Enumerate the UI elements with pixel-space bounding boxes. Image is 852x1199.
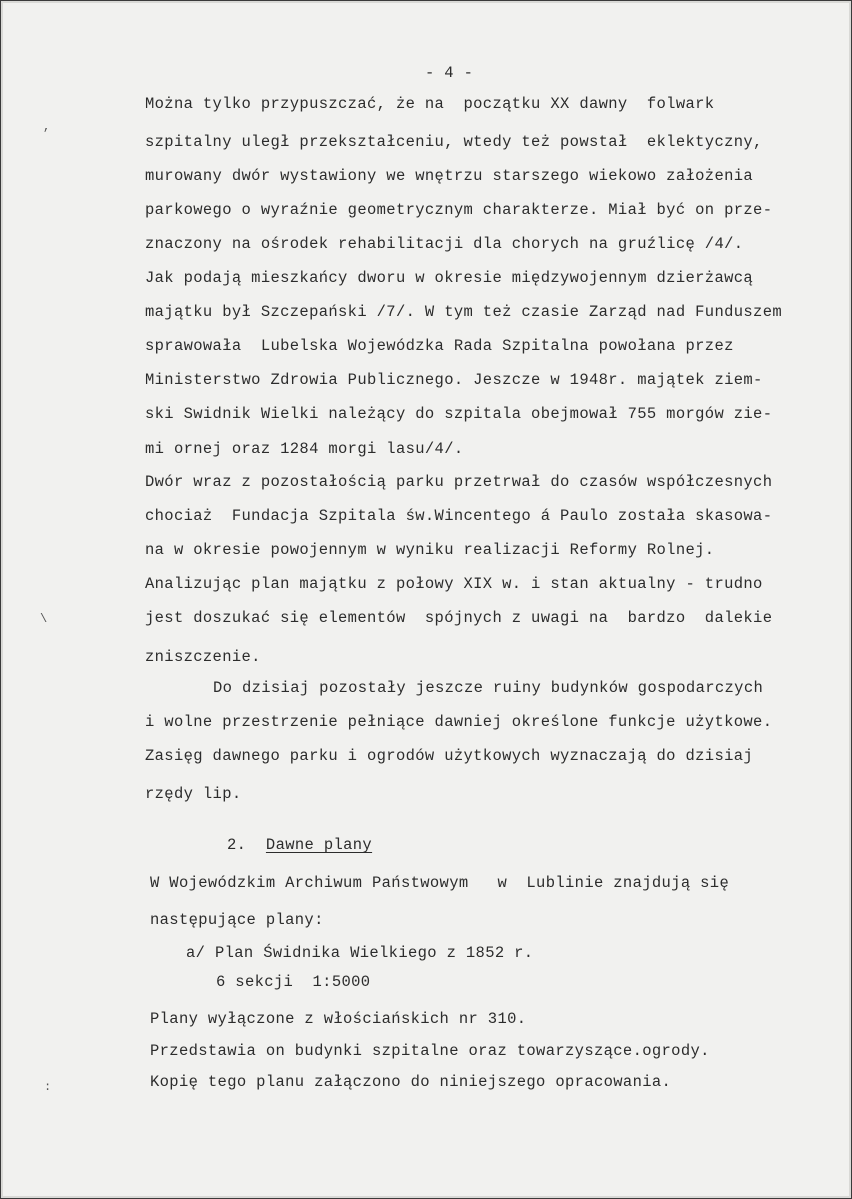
text-line: szpitalny uległ przekształceniu, wtedy też powstał eklektyczny, xyxy=(145,133,763,151)
section-number: 2. xyxy=(227,836,247,854)
text-line: majątku był Szczepański /7/. W tym też czasie Zarząd nad Funduszem xyxy=(145,303,782,321)
text-line: sprawowała Lubelska Wojewódzka Rada Szpitalna powołana przez xyxy=(145,337,734,355)
text-line: na w okresie powojennym w wyniku realizacji Reformy Rolnej. xyxy=(145,541,715,559)
text-line: parkowego o wyraźnie geometrycznym charakterze. Miał być on prze- xyxy=(145,201,773,219)
margin-mark: , xyxy=(43,120,51,134)
text-line: i wolne przestrzenie pełniące dawniej określone funkcje użytkowe. xyxy=(145,713,773,731)
list-item: a/ Plan Świdnika Wielkiego z 1852 r. xyxy=(186,944,534,962)
text-line: W Wojewódzkim Archiwum Państwowym w Lublinie znajdują się xyxy=(150,874,730,892)
text-line: jest doszukać się elementów spójnych z uwagi na bardzo dalekie xyxy=(145,609,773,627)
text-line: Można tylko przypuszczać, że na początku XX dawny folwark xyxy=(145,95,715,113)
text-line: murowany dwór wystawiony we wnętrzu starszego wiekowo założenia xyxy=(145,167,754,185)
margin-mark: : xyxy=(44,1080,52,1094)
text-line: Plany wyłączone z włościańskich nr 310. xyxy=(150,1010,527,1028)
text-line: zniszczenie. xyxy=(145,648,261,666)
text-line: Jak podają mieszkańcy dworu w okresie międzywojennym dzierżawcą xyxy=(145,269,754,287)
text-line: mi ornej oraz 1284 morgi lasu/4/. xyxy=(145,440,464,458)
margin-mark: \ xyxy=(40,612,48,626)
text-line: chociaż Fundacja Szpitala św.Wincentego á Paulo została skasowa- xyxy=(145,507,773,525)
section-heading xyxy=(227,836,372,854)
text-line: ski Swidnik Wielki należący do szpitala obejmował 755 morgów zie- xyxy=(145,405,773,423)
list-item-detail: 6 sekcji 1:5000 xyxy=(216,973,371,991)
section-title: Dawne plany xyxy=(265,836,373,854)
text-line: Dwór wraz z pozostałością parku przetrwał do czasów współczesnych xyxy=(145,473,773,491)
text-line: Ministerstwo Zdrowia Publicznego. Jeszcze w 1948r. majątek ziem- xyxy=(145,371,763,389)
text-line: rzędy lip. xyxy=(145,785,242,803)
text-line: następujące plany: xyxy=(150,911,324,929)
text-line: Przedstawia on budynki szpitalne oraz towarzyszące.ogrody. xyxy=(150,1042,710,1060)
text-line: Do dzisiaj pozostały jeszcze ruiny budynków gospodarczych xyxy=(213,679,764,697)
text-line: Zasięg dawnego parku i ogrodów użytkowych wyznaczają do dzisiaj xyxy=(145,747,754,765)
page-number: - 4 - xyxy=(425,64,474,82)
text-line: Analizując plan majątku z połowy XIX w. i stan aktualny - trudno xyxy=(145,575,763,593)
text-line: znaczony na ośrodek rehabilitacji dla chorych na gruźlicę /4/. xyxy=(145,235,744,253)
text-line: Kopię tego planu załączono do niniejszego opracowania. xyxy=(150,1073,672,1091)
